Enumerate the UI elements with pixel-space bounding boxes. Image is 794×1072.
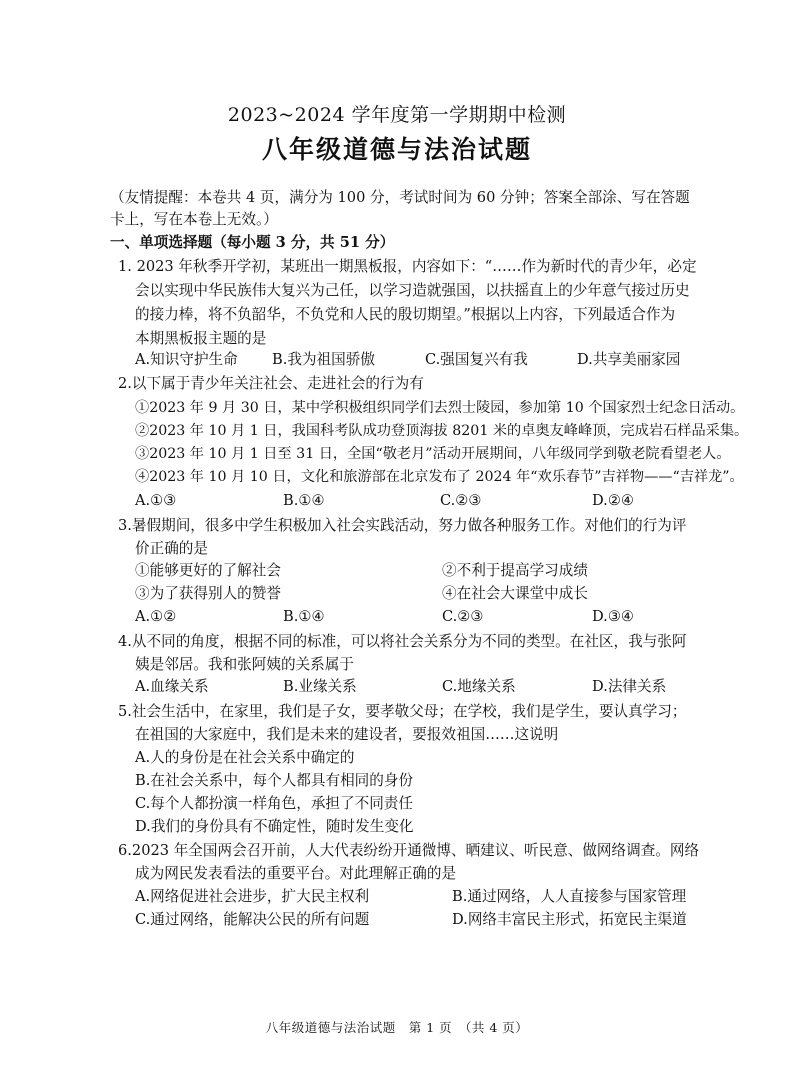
q3-statement-4: ④在社会大课堂中成长: [442, 585, 588, 602]
q6-stem-line1: 6.2023 年全国两会召开前，人大代表纷纷开通微博、晒建议、听民意、做网络调查。网络: [118, 842, 700, 859]
q2-stem: 2.以下属于青少年关注社会、走进社会的行为有: [118, 375, 424, 392]
q3-statement-1: ①能够更好的了解社会: [135, 562, 281, 579]
q1-option-b: B.我为祖国骄傲: [272, 351, 375, 368]
q3-stem-line1: 3.暑假期间，很多中学生积极加入社会实践活动，努力做各种服务工作。对他们的行为评: [118, 517, 687, 534]
q2-statement-3: ③2023 年 10 月 1 日至 31 日，全国“敬老月”活动开展期间，八年级同学到敬老院看望老人。: [135, 446, 731, 462]
exam-title-line2: 八年级道德与法治试题: [261, 135, 532, 164]
q1-stem-line4: 本期黑板报主题的是: [135, 330, 267, 347]
q3-option-b: B.①④: [283, 608, 325, 625]
q3-option-d: D.③④: [592, 608, 634, 625]
q3-stem-line2: 价正确的是: [135, 540, 208, 557]
q3-option-c: C.②③: [442, 608, 484, 625]
notice-line1: （友情提醒：本卷共 4 页，满分为 100 分，考试时间为 60 分钟；答案全部涂、写在答题: [110, 189, 690, 206]
exam-title-line1: 2023~2024 学年度第一学期期中检测: [227, 104, 567, 126]
section-heading: 一、单项选择题（每小题 3 分，共 51 分）: [110, 234, 395, 251]
q4-option-c: C.地缘关系: [442, 678, 516, 695]
q5-option-c: C.每个人都扮演一样角色，承担了不同责任: [135, 795, 413, 812]
q1-stem-line2: 会以实现中华民族伟大复兴为己任，以学习造就强国，以扶摇直上的少年意气接过历史: [135, 282, 690, 299]
q6-option-c: C.通过网络，能解决公民的所有问题: [135, 911, 370, 928]
q2-option-a: A.①③: [135, 492, 177, 509]
notice-line2: 卡上，写在本卷上无效。）: [110, 211, 278, 228]
q4-option-a: A.血缘关系: [135, 678, 209, 695]
q3-statement-2: ②不利于提高学习成绩: [442, 562, 588, 579]
q2-statement-2: ②2023 年 10 月 1 日，我国科考队成功登顶海拔 8201 米的卓奥友峰峰顶，完成岩石样品采集。: [135, 423, 749, 439]
q2-option-b: B.①④: [283, 492, 325, 509]
q1-stem-line3: 的接力棒，将不负韶华，不负党和人民的殷切期望。”根据以上内容，下列最适合作为: [135, 306, 676, 323]
q5-stem-line2: 在祖国的大家庭中，我们是未来的建设者，要报效祖国……这说明: [135, 726, 559, 743]
q1-option-d: D.共享美丽家园: [577, 351, 681, 368]
q6-option-d: D.网络丰富民主形式，拓宽民主渠道: [452, 911, 687, 928]
q3-option-a: A.①②: [135, 608, 177, 625]
q2-statement-4: ④2023 年 10 月 10 日，文化和旅游部在北京发布了 2024 年“欢乐春节”吉祥物——“吉祥龙”。: [135, 469, 744, 485]
q1-option-a: A.知识守护生命: [135, 351, 238, 368]
q5-option-d: D.我们的身份具有不确定性，随时发生变化: [135, 818, 414, 835]
q2-statement-1: ①2023 年 9 月 30 日，某中学积极组织同学们去烈士陵园，参加第 10 个国家烈士纪念日活动。: [135, 400, 745, 416]
page-footer: 八年级道德与法治试题 第 1 页 （共 4 页）: [265, 1020, 529, 1035]
q6-option-a: A.网络促进社会进步，扩大民主权利: [135, 888, 370, 905]
q6-option-b: B.通过网络，人人直接参与国家管理: [452, 888, 687, 905]
q5-option-b: B.在社会关系中，每个人都具有相同的身份: [135, 772, 414, 789]
q4-stem-line2: 姨是邻居。我和张阿姨的关系属于: [135, 656, 354, 673]
q2-option-d: D.②④: [592, 492, 634, 509]
q6-stem-line2: 成为网民发表看法的重要平台。对此理解正确的是: [135, 865, 457, 882]
q5-stem-line1: 5.社会生活中，在家里，我们是子女，要孝敬父母；在学校，我们是学生，要认真学习；: [118, 703, 687, 720]
q1-option-c: C.强国复兴有我: [425, 351, 528, 368]
q5-option-a: A.人的身份是在社会关系中确定的: [135, 749, 355, 766]
q3-statement-3: ③为了获得别人的赞誉: [135, 585, 281, 602]
q2-option-c: C.②③: [440, 492, 482, 509]
q4-stem-line1: 4.从不同的角度，根据不同的标准，可以将社会关系分为不同的类型。在社区，我与张阿: [118, 633, 687, 650]
q4-option-b: B.业缘关系: [283, 678, 357, 695]
q1-stem-line1: 1. 2023 年秋季开学初，某班出一期黑板报，内容如下：“……作为新时代的青少年，必定: [118, 258, 697, 275]
q4-option-d: D.法律关系: [592, 678, 667, 695]
